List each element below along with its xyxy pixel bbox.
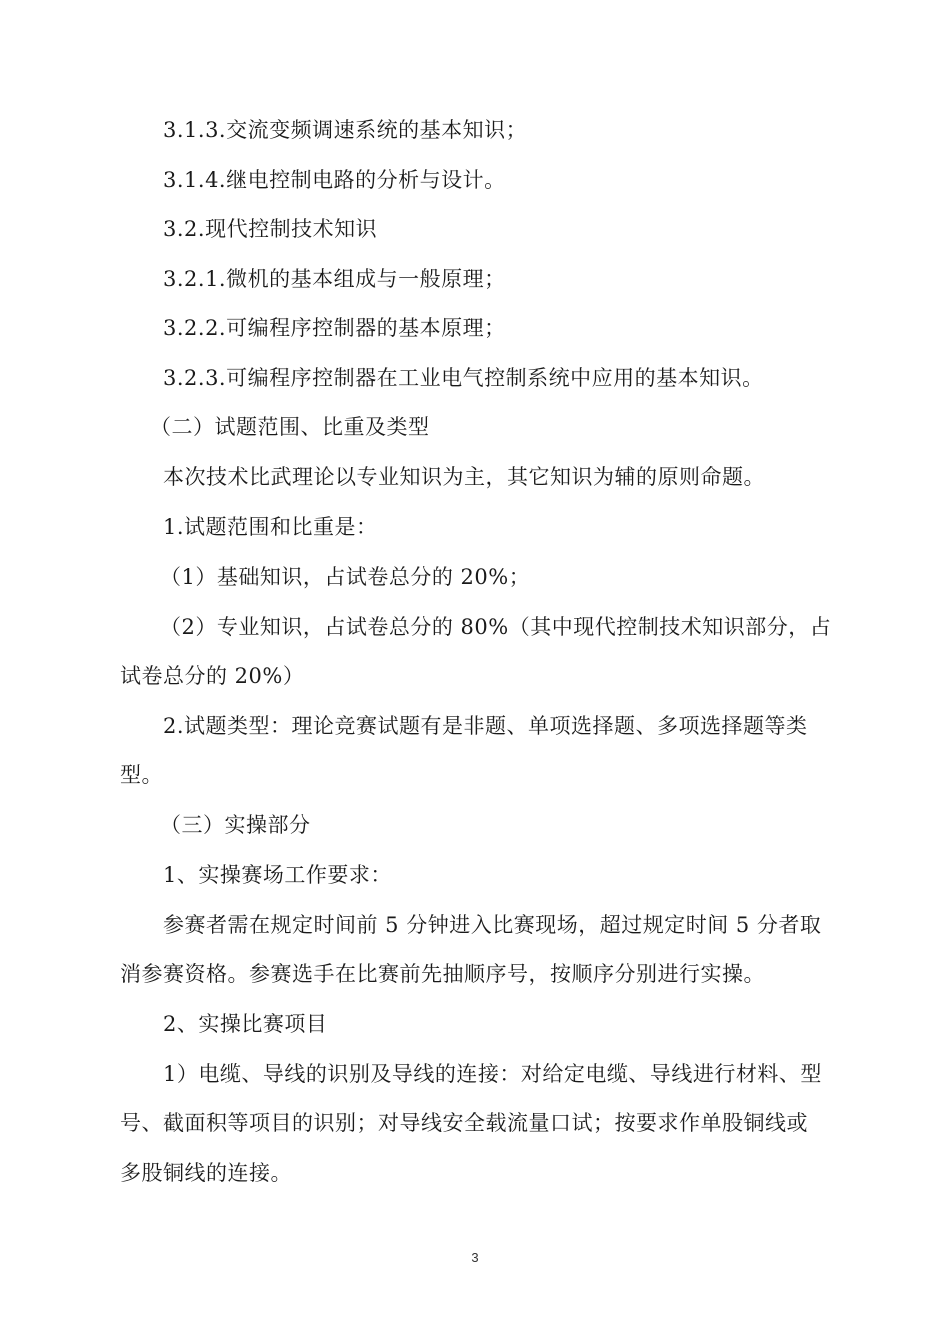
text-line-scope: 1.试题范围和比重是：	[163, 515, 378, 539]
paragraph-venue-rules: 参赛者需在规定时间前 5 分钟进入比赛现场，超过规定时间 5 分者取	[163, 913, 822, 937]
text-line-competition-items: 2、实操比赛项目	[163, 1012, 328, 1036]
text-line-3-2-2: 3.2.2.可编程序控制器的基本原理；	[163, 316, 506, 340]
paragraph-intro: 本次技术比武理论以专业知识为主，其它知识为辅的原则命题。	[163, 465, 765, 489]
paragraph-cable-identification-end: 多股铜线的连接。	[120, 1161, 292, 1185]
page-number: 3	[471, 1250, 479, 1265]
text-line-basic-knowledge: （1）基础知识，占试卷总分的 20%；	[160, 565, 531, 589]
text-line-professional-knowledge-cont: 试卷总分的 20%）	[120, 664, 305, 688]
text-line-question-types-cont: 型。	[120, 763, 163, 787]
section-heading-3-2: 3.2.现代控制技术知识	[163, 217, 378, 241]
section-heading-3: （三）实操部分	[160, 813, 311, 837]
text-line-professional-knowledge: （2）专业知识，占试卷总分的 80%（其中现代控制技术知识部分，占	[160, 615, 832, 639]
text-line-question-types: 2.试题类型：理论竞赛试题有是非题、单项选择题、多项选择题等类	[163, 714, 808, 738]
paragraph-cable-identification-cont: 号、截面积等项目的识别；对导线安全载流量口试；按要求作单股铜线或	[120, 1111, 808, 1135]
section-heading-2: （二）试题范围、比重及类型	[150, 415, 430, 439]
text-line-venue-requirements: 1、实操赛场工作要求：	[163, 863, 392, 887]
text-line-3-2-3: 3.2.3.可编程序控制器在工业电气控制系统中应用的基本知识。	[163, 366, 764, 390]
paragraph-cable-identification: 1）电缆、导线的识别及导线的连接：对给定电缆、导线进行材料、型	[163, 1062, 822, 1086]
text-line-3-1-4: 3.1.4.继电控制电路的分析与设计。	[163, 168, 506, 192]
paragraph-venue-rules-cont: 消参赛资格。参赛选手在比赛前先抽顺序号，按顺序分别进行实操。	[120, 962, 765, 986]
text-line-3-2-1: 3.2.1.微机的基本组成与一般原理；	[163, 267, 506, 291]
text-line-3-1-3: 3.1.3.交流变频调速系统的基本知识；	[163, 118, 528, 142]
